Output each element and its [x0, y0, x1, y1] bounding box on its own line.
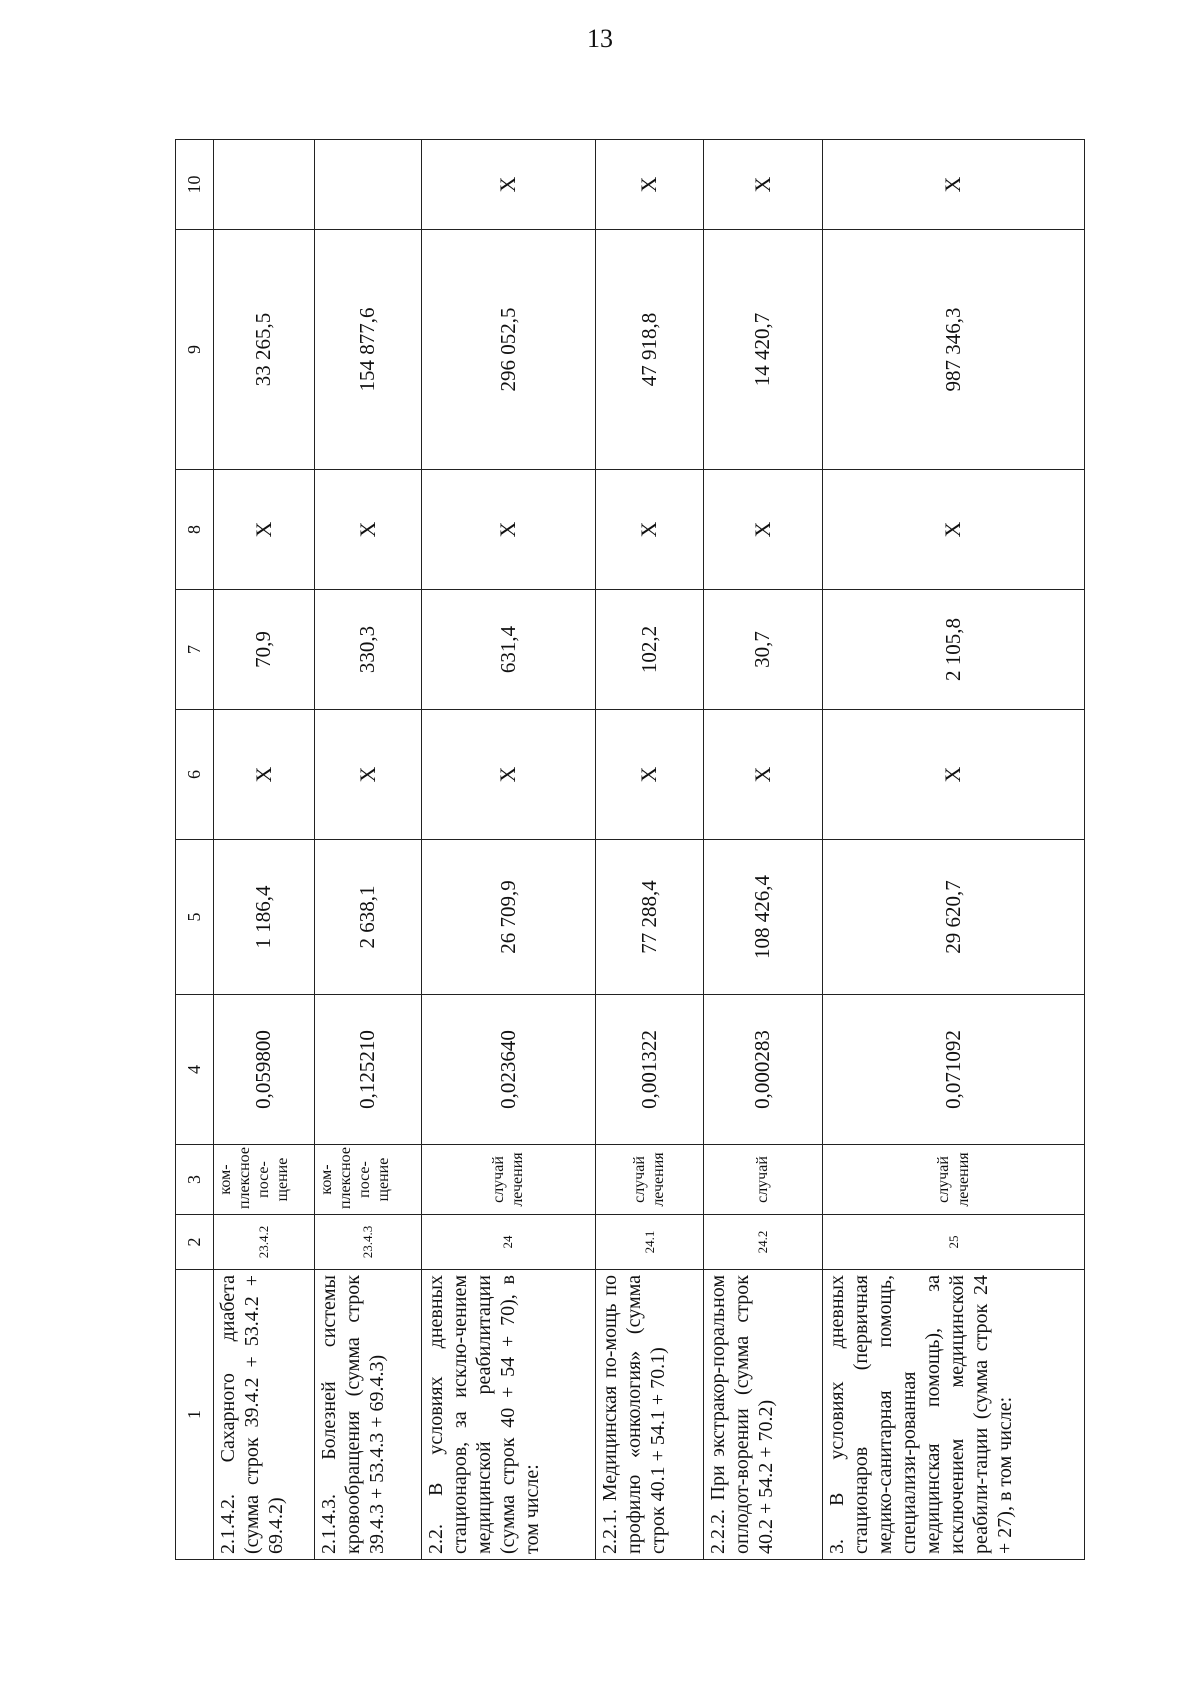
- row-cost: 29 620,7: [823, 840, 1085, 995]
- row-col10: [314, 140, 421, 230]
- table-row: [703, 140, 823, 1560]
- row-norm: 0,001322: [596, 995, 704, 1145]
- row-norm: 0,125210: [314, 995, 421, 1145]
- row-col7: 30,7: [703, 590, 823, 710]
- row-line-number: 24: [421, 1215, 595, 1270]
- column-header: 7: [176, 590, 214, 710]
- row-col6: Х: [213, 710, 314, 840]
- row-line-number: 23.4.2: [213, 1215, 314, 1270]
- row-norm: 0,071092: [823, 995, 1085, 1145]
- row-col8: Х: [703, 470, 823, 590]
- row-line-number: 25: [823, 1215, 1085, 1270]
- row-col8: Х: [314, 470, 421, 590]
- row-name: 2.2. В условиях дневных стационаров, за исклю-чением медицинской реабилитации (сумма строк 40 + 54 + 70), в том числе:: [421, 1270, 595, 1560]
- header-row: [176, 140, 214, 1560]
- column-header: 9: [176, 230, 214, 470]
- row-cost: 26 709,9: [421, 840, 595, 995]
- column-header: 6: [176, 710, 214, 840]
- row-col10: Х: [823, 140, 1085, 230]
- row-col7: 2 105,8: [823, 590, 1085, 710]
- column-header: 5: [176, 840, 214, 995]
- row-unit: ком-плексное посе-щение: [213, 1145, 314, 1215]
- table-row: [213, 140, 314, 1560]
- table-row: [823, 140, 1085, 1560]
- row-name: 2.1.4.3. Болезней системы кровообращения (сумма строк 39.4.3 + 53.4.3 + 69.4.3): [314, 1270, 421, 1560]
- row-col10: Х: [421, 140, 595, 230]
- row-line-number: 24.2: [703, 1215, 823, 1270]
- row-unit: случай: [703, 1145, 823, 1215]
- column-header: 2: [176, 1215, 214, 1270]
- row-cost: 108 426,4: [703, 840, 823, 995]
- row-col9: 33 265,5: [213, 230, 314, 470]
- row-cost: 77 288,4: [596, 840, 704, 995]
- column-header: 1: [176, 1270, 214, 1560]
- row-unit: ком-плексное посе-щение: [314, 1145, 421, 1215]
- table-row: [596, 140, 704, 1560]
- row-line-number: 23.4.3: [314, 1215, 421, 1270]
- row-col9: 14 420,7: [703, 230, 823, 470]
- row-col7: 70,9: [213, 590, 314, 710]
- row-line-number: 24.1: [596, 1215, 704, 1270]
- column-header: 8: [176, 470, 214, 590]
- rotated-table-wrapper: [175, 140, 1085, 1560]
- row-unit: случай лечения: [421, 1145, 595, 1215]
- row-unit: случай лечения: [823, 1145, 1085, 1215]
- row-col8: Х: [421, 470, 595, 590]
- row-col8: Х: [823, 470, 1085, 590]
- row-name: 2.2.1. Медицинская по-мощь по профилю «онкология» (сумма строк 40.1 + 54.1 + 70.1): [596, 1270, 704, 1560]
- row-name: 2.1.4.2. Сахарного диабета (сумма строк 39.4.2 + 53.4.2 + 69.4.2): [213, 1270, 314, 1560]
- row-col8: Х: [213, 470, 314, 590]
- row-col9: 154 877,6: [314, 230, 421, 470]
- row-col6: Х: [421, 710, 595, 840]
- row-col10: Х: [703, 140, 823, 230]
- row-col8: Х: [596, 470, 704, 590]
- table-row: [421, 140, 595, 1560]
- row-col10: Х: [596, 140, 704, 230]
- row-col7: 102,2: [596, 590, 704, 710]
- row-cost: 2 638,1: [314, 840, 421, 995]
- row-name: 3. В условиях дневных стационаров (первичная медико-санитарная помощь, специализи-рованная медицинская помощь), за исключением медицинской реабили-тации (сумма строк 24 + 27), в том числе:: [823, 1270, 1085, 1560]
- row-cost: 1 186,4: [213, 840, 314, 995]
- row-col6: Х: [703, 710, 823, 840]
- column-header: 3: [176, 1145, 214, 1215]
- row-col9: 987 346,3: [823, 230, 1085, 470]
- row-name: 2.2.2. При экстракор-поральном оплодот-ворении (сумма строк 40.2 + 54.2 + 70.2): [703, 1270, 823, 1560]
- row-norm: 0,059800: [213, 995, 314, 1145]
- row-norm: 0,000283: [703, 995, 823, 1145]
- row-col6: Х: [314, 710, 421, 840]
- column-header: 10: [176, 140, 214, 230]
- row-col10: [213, 140, 314, 230]
- table-row: [314, 140, 421, 1560]
- data-table: [175, 139, 1085, 1560]
- row-col6: Х: [596, 710, 704, 840]
- row-col7: 330,3: [314, 590, 421, 710]
- page-number: 13: [587, 24, 613, 53]
- row-col9: 296 052,5: [421, 230, 595, 470]
- column-header: 4: [176, 995, 214, 1145]
- row-col9: 47 918,8: [596, 230, 704, 470]
- row-unit: случай лечения: [596, 1145, 704, 1215]
- row-col6: Х: [823, 710, 1085, 840]
- row-col7: 631,4: [421, 590, 595, 710]
- row-norm: 0,023640: [421, 995, 595, 1145]
